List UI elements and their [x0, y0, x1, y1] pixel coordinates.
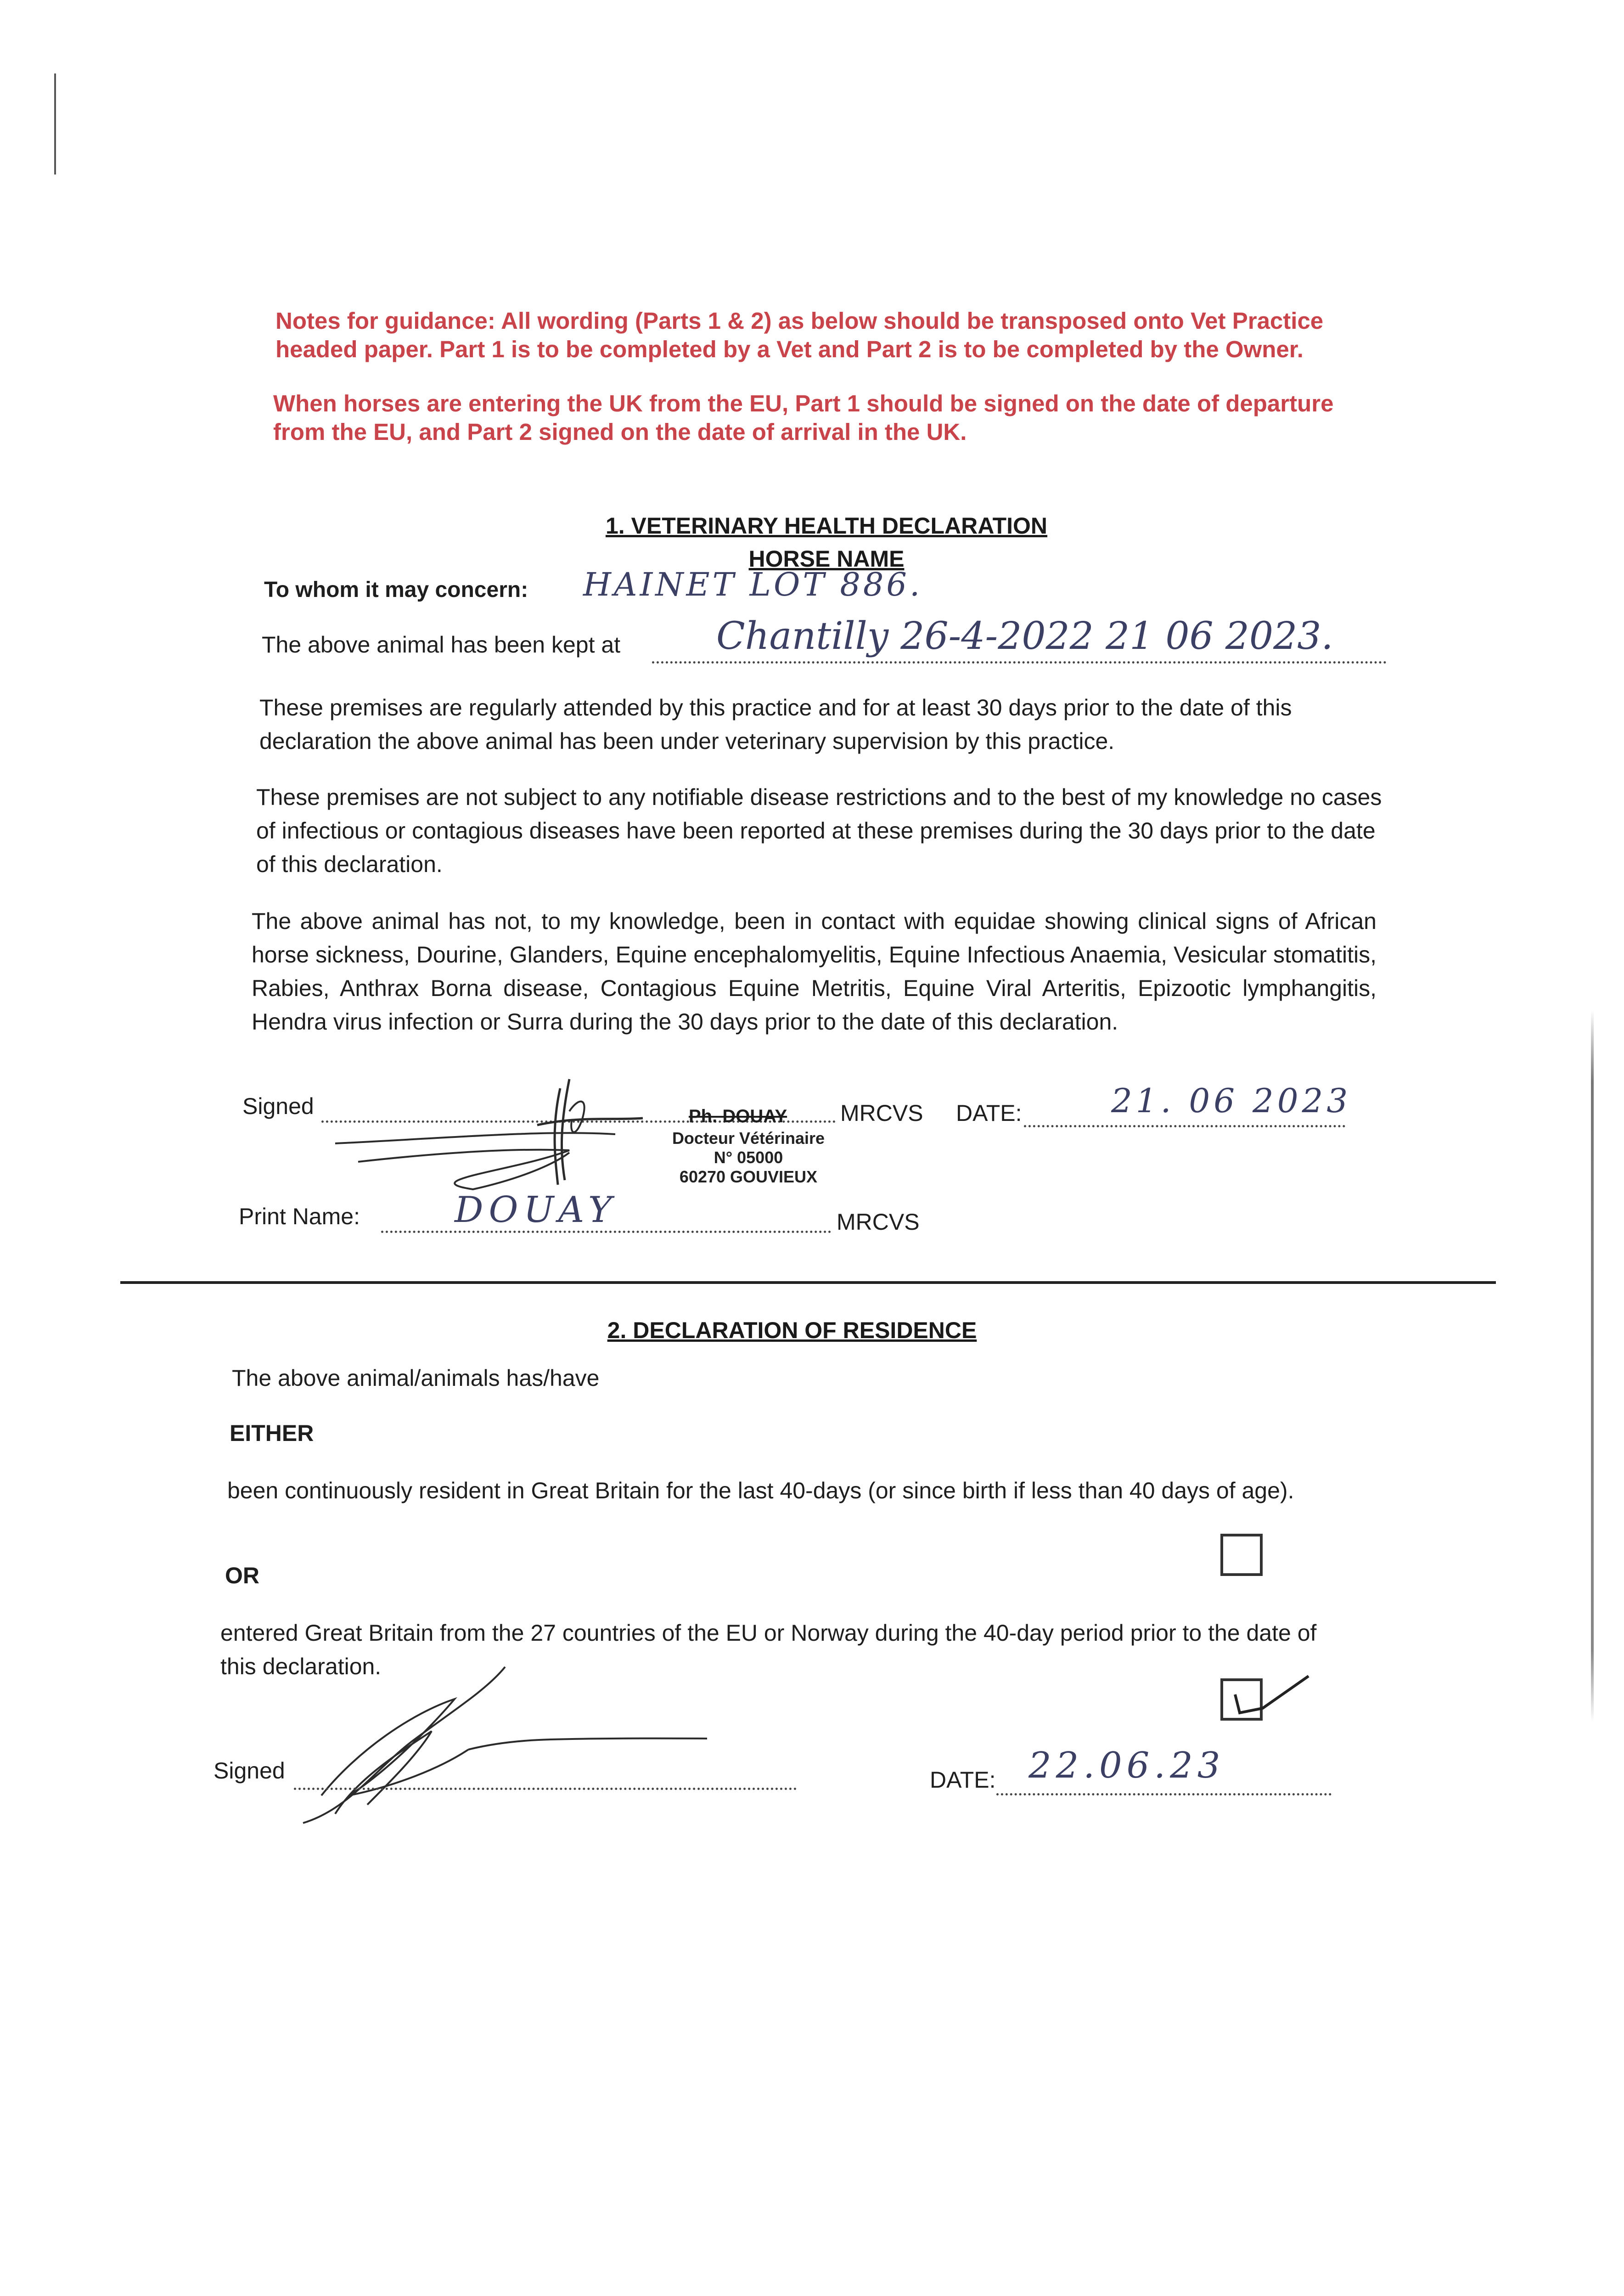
part1-signed-label: Signed — [242, 1093, 314, 1119]
print-name-dotted-line — [381, 1231, 831, 1233]
stamp-name: Ph. DOUAY — [689, 1106, 787, 1126]
scan-edge-mark-right — [1591, 1010, 1594, 1722]
notes-guidance-line1: Notes for guidance: All wording (Parts 1 & 2) as below should be transposed onto Vet Practice — [275, 308, 1324, 334]
scan-edge-mark-left — [54, 73, 56, 174]
kept-at-dotted-line — [652, 661, 1387, 664]
part2-signed-label: Signed — [214, 1758, 285, 1784]
notes-entry-line1: When horses are entering the UK from the EU, Part 1 should be signed on the date of departure — [273, 390, 1334, 416]
to-whom-label: To whom it may concern: — [264, 578, 528, 602]
part2-date-dotted-line — [996, 1793, 1332, 1795]
part1-date-handwritten: 21. 06 2023 — [1111, 1081, 1352, 1120]
part2-signed-dotted-line — [294, 1788, 797, 1790]
part2-option1: been continuously resident in Great Britain for the last 40-days (or since birth if less than 40 days of age). — [227, 1478, 1294, 1503]
part1-mrcvs-label: MRCVS — [840, 1100, 923, 1126]
option2-tick-mark — [1221, 1667, 1313, 1722]
part1-subheading: HORSE NAME — [748, 546, 905, 572]
notes-guidance — [275, 307, 1423, 364]
notes-guidance-line2: headed paper. Part 1 is to be completed by a Vet and Part 2 is to be completed by the Owner. — [275, 336, 1304, 362]
print-name-mrcvs-label: MRCVS — [837, 1209, 920, 1235]
para-supervision: These premises are regularly attended by this practice and for at least 30 days prior to the date of this declaration the above animal has been under veterinary supervision by this practice. — [259, 695, 1292, 754]
part2-intro: The above animal/animals has/have — [232, 1365, 600, 1391]
horse-name-handwritten: HAINET LOT 886. — [583, 566, 923, 603]
section-divider — [120, 1281, 1496, 1284]
para-restrictions: These premises are not subject to any notifiable disease restrictions and to the best of my knowledge no cases of infectious or contagious diseases have been reported at these premises during the 30 days prior to the date of this declaration. — [256, 784, 1382, 877]
part2-date-label: DATE: — [930, 1767, 996, 1793]
stamp-address: 60270 GOUVIEUX — [679, 1167, 818, 1186]
part2-date-handwritten: 22.06.23 — [1028, 1745, 1225, 1786]
print-name-handwritten: DOUAY — [455, 1189, 618, 1231]
print-name-label: Print Name: — [239, 1204, 360, 1229]
stamp-title: Docteur Vétérinaire — [672, 1129, 825, 1148]
option1-checkbox[interactable] — [1220, 1534, 1263, 1576]
part2-option2: entered Great Britain from the 27 countries of the EU or Norway during the 40-day period prior to the date of this declaration. — [220, 1620, 1317, 1679]
part2-or-label: OR — [225, 1563, 259, 1588]
part1-date-dotted-line — [1024, 1125, 1345, 1127]
kept-at-handwritten: Chantilly 26-4-2022 21 06 2023. — [716, 614, 1333, 658]
part2-either-label: EITHER — [230, 1420, 314, 1446]
notes-entry — [273, 389, 1421, 446]
stamp-number: N° 05000 — [714, 1148, 783, 1167]
vet-stamp — [652, 1129, 845, 1187]
part2-heading: 2. DECLARATION OF RESIDENCE — [607, 1317, 977, 1343]
notes-entry-line2: from the EU, and Part 2 signed on the date of arrival in the UK. — [273, 419, 967, 445]
kept-at-label: The above animal has been kept at — [262, 632, 621, 658]
part1-date-label: DATE: — [956, 1100, 1022, 1126]
vet-signature — [321, 1070, 643, 1199]
para-disease-contact: The above animal has not, to my knowledge, been in contact with equidae showing clinical signs of African horse sickness, Dourine, Glanders, Equine encephalomyelitis, Equine Infectious Anaemia, Vesicular stomatitis, Rabies, Anthrax Borna disease, Contagious Equine Metritis, Equine Viral Arteritis, Epizootic lymphangitis, Hendra virus infection or Surra during the 30 days prior to the date of this declaration. — [252, 908, 1377, 1035]
owner-signature — [294, 1658, 707, 1832]
part1-heading: 1. VETERINARY HEALTH DECLARATION — [605, 513, 1048, 539]
